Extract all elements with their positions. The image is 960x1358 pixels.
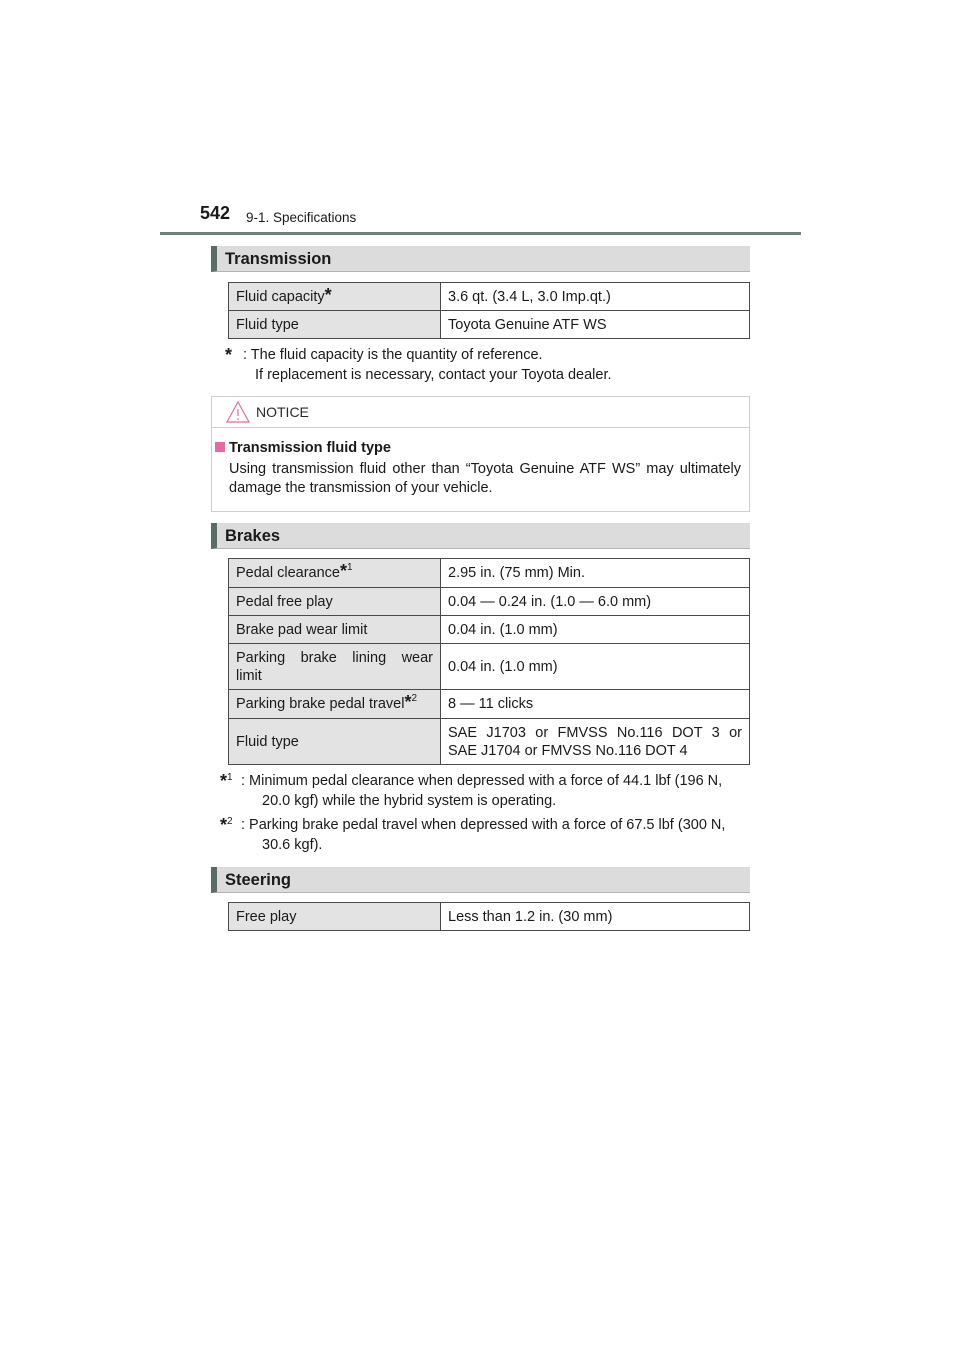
- table-row: [229, 719, 750, 765]
- table-value: 0.04 in. (1.0 mm): [441, 644, 750, 690]
- table-value: Toyota Genuine ATF WS: [441, 311, 750, 339]
- footnote-line: If replacement is necessary, contact your Toyota dealer.: [255, 367, 612, 383]
- table-row: [229, 690, 750, 719]
- footnote-mark: *$^1$: [220, 771, 233, 791]
- page-number: 542: [200, 203, 231, 223]
- footnote: [225, 345, 755, 387]
- section-title: Steering: [225, 871, 292, 889]
- footnote: [220, 815, 755, 857]
- table-value: 2.95 in. (75 mm) Min.: [441, 559, 750, 588]
- section-heading-brakes: [211, 523, 750, 549]
- table-label: Free play: [229, 903, 441, 931]
- header-rule: [160, 232, 801, 235]
- table-row: [229, 311, 750, 339]
- table-label: Parking brake lining wear limit: [229, 644, 441, 690]
- footnote-line: : The fluid capacity is the quantity of reference.: [243, 347, 543, 363]
- table-value: 0.04 in. (1.0 mm): [441, 616, 750, 644]
- table-label: Fluid capacity*: [229, 283, 441, 311]
- table-label: Brake pad wear limit: [229, 616, 441, 644]
- footnote: [220, 771, 755, 813]
- table-value: 3.6 qt. (3.4 L, 3.0 Imp.qt.): [441, 283, 750, 311]
- brakes-table: [228, 558, 750, 765]
- table-row: [229, 644, 750, 690]
- notice-box: [211, 396, 750, 512]
- notice-title: NOTICE: [256, 404, 309, 420]
- section-title: Brakes: [225, 527, 281, 545]
- footnote-line: : Parking brake pedal travel when depressed with a force of 67.5 lbf (300 N,: [241, 817, 726, 833]
- table-row: [229, 559, 750, 588]
- table-value: Less than 1.2 in. (30 mm): [441, 903, 750, 931]
- section-title: Transmission: [225, 250, 332, 268]
- table-label: Pedal clearance*$^1$: [229, 559, 441, 588]
- footnote-mark: *$^2$: [220, 815, 233, 835]
- transmission-table: [228, 282, 750, 339]
- notice-subheading: Transmission fluid type: [214, 440, 391, 456]
- notice-header: [212, 397, 749, 428]
- table-label: Parking brake pedal travel*$^2$: [229, 690, 441, 719]
- footnote-line: : Minimum pedal clearance when depressed with a force of 44.1 lbf (196 N,: [241, 773, 723, 789]
- square-bullet-icon: [215, 442, 225, 452]
- table-label: Fluid type: [229, 719, 441, 765]
- table-row: [229, 616, 750, 644]
- footnote-line: 30.6 kgf).: [262, 837, 323, 853]
- footnote-line: 20.0 kgf) while the hybrid system is operating.: [262, 793, 557, 809]
- table-value: 0.04 — 0.24 in. (1.0 — 6.0 mm): [441, 588, 750, 616]
- table-row: [229, 588, 750, 616]
- notice-text: Using transmission fluid other than “Toyota Genuine ATF WS” may ultimately damage the transmission of your vehicle.: [229, 461, 741, 496]
- warning-triangle-icon: [225, 400, 251, 429]
- table-label: Pedal free play: [229, 588, 441, 616]
- section-heading-transmission: [211, 246, 750, 272]
- table-value: 8 — 11 clicks: [441, 690, 750, 719]
- footnote-mark: *: [225, 345, 233, 365]
- section-reference: 9-1. Specifications: [246, 210, 357, 225]
- table-label: Fluid type: [229, 311, 441, 339]
- table-row: [229, 283, 750, 311]
- table-row: [229, 903, 750, 931]
- steering-table: [228, 902, 750, 931]
- section-heading-steering: [211, 867, 750, 893]
- table-value: SAE J1703 or FMVSS No.116 DOT 3 or SAE J1704 or FMVSS No.116 DOT 4: [441, 719, 750, 765]
